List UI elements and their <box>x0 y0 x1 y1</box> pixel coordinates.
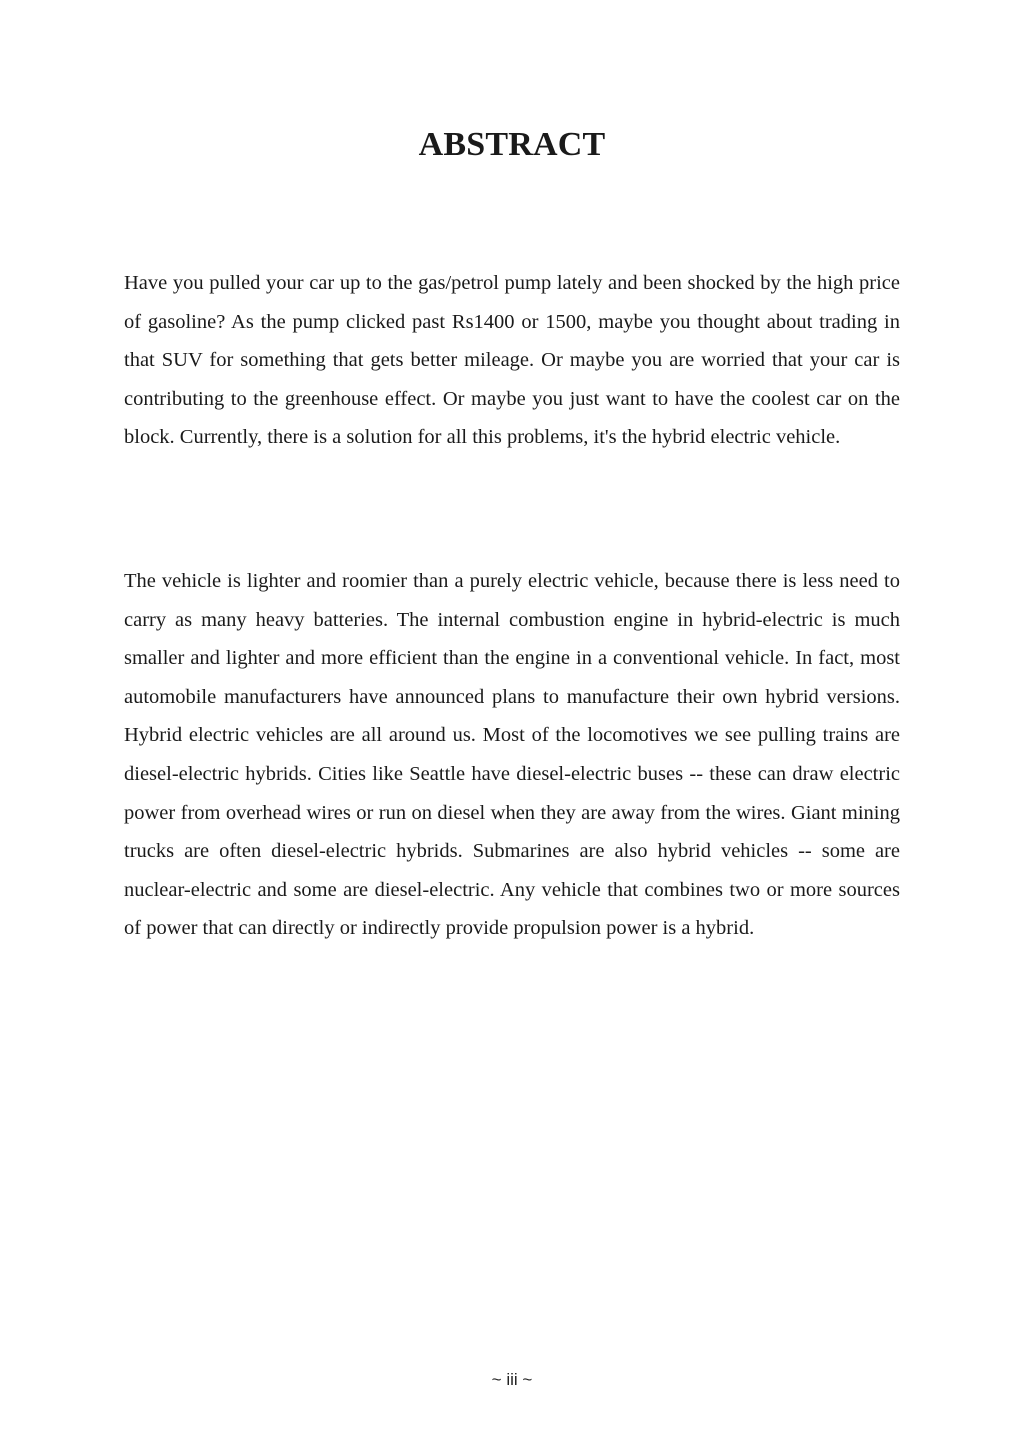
abstract-paragraph-2: The vehicle is lighter and roomier than a purely electric vehicle, because there is less need to carry as many heavy batteries. The internal combustion engine in hybrid-electric is much smaller and lighter and more efficient than the engine in a conventional vehicle. In fact, most automobile manufacturers have announced plans to manufacture their own hybrid versions. Hybrid electric vehicles are all around us. Most of the locomotives we see pulling trains are diesel-electric hybrids. Cities like Seattle have diesel-electric buses -- these can draw electric power from overhead wires or run on diesel when they are away from the wires. Giant mining trucks are often diesel-electric hybrids. Submarines are also hybrid vehicles -- some are nuclear-electric and some are diesel-electric. Any vehicle that combines two or more sources of power that can directly or indirectly provide propulsion power is a hybrid. <box>124 570 900 940</box>
page-number: ~ iii ~ <box>491 1370 533 1389</box>
page-title: ABSTRACT <box>418 126 606 163</box>
abstract-paragraph-1: Have you pulled your car up to the gas/petrol pump lately and been shocked by the high price of gasoline? As the pump clicked past Rs1400 or 1500, maybe you thought about trading in that SUV for something that gets better mileage. Or maybe you are worried that your car is contributing to the greenhouse effect. Or maybe you just want to have the coolest car on the block. Currently, there is a solution for all this problems, it's the hybrid electric vehicle. <box>124 272 900 449</box>
